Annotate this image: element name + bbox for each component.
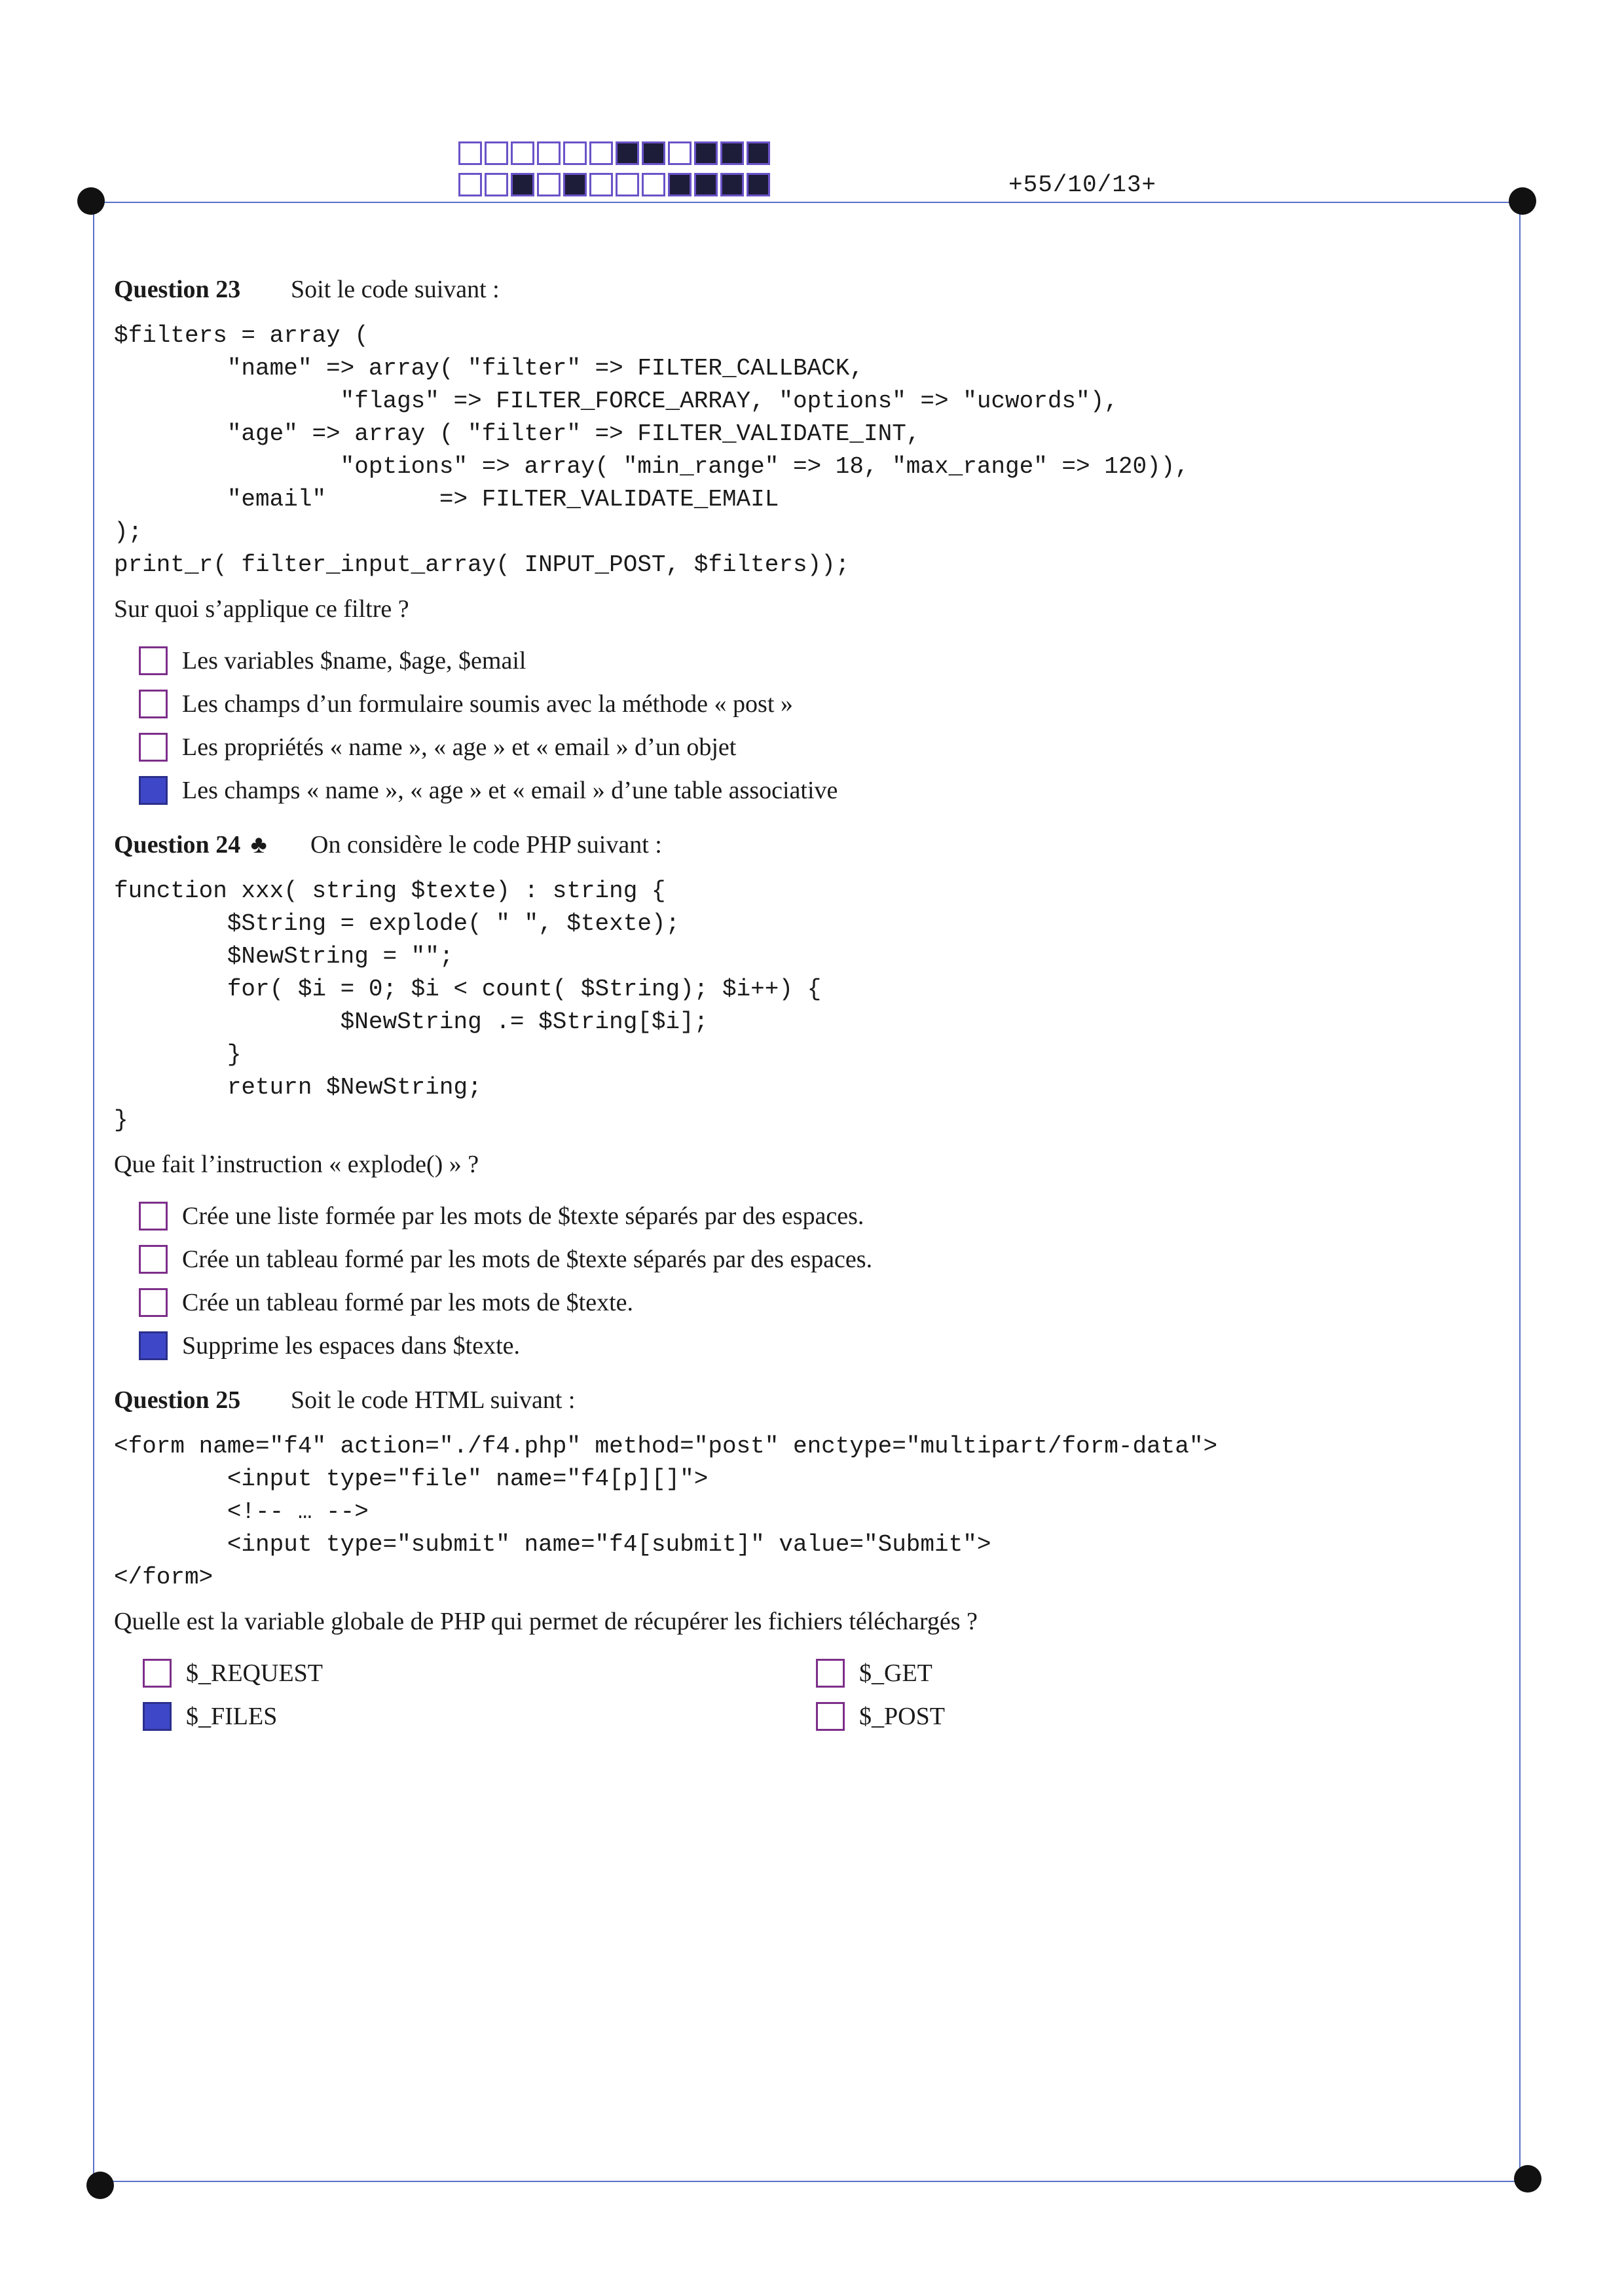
question-number: Question 23 [114, 276, 241, 303]
question-header [114, 830, 1489, 859]
code-cell [747, 173, 770, 196]
code-cell [720, 173, 744, 196]
code-block: <form name="f4" action="./f4.php" method="post" enctype="multipart/form-data"> <input type="file" name="f4[p][]"> <!-- … --> <input type="submit" name="f4[submit]" value="Submit"> </form> [114, 1433, 1218, 1591]
code-cell [720, 141, 744, 165]
answer-label: $_FILES [186, 1703, 278, 1730]
code-row-bottom [458, 173, 773, 198]
answer-option[interactable] [139, 1281, 1489, 1324]
checkbox[interactable] [143, 1659, 172, 1688]
page-code-boxes [458, 141, 773, 204]
code-block: $filters = array ( "name" => array( "filter" => FILTER_CALLBACK, "flags" => FILTER_FORCE_ARRAY, "options" => "ucwords"), "age" => array ( "filter" => FILTER_VALIDATE_INT, "options" => array( "min_range" => 18, "max_range" => 120)), "email" => FILTER_VALIDATE_EMAIL ); print_r( filter_input_array( INPUT_POST, $filters)); [114, 322, 1189, 578]
answer-label: Les champs d’un formulaire soumis avec la méthode « post » [182, 690, 793, 718]
checked-checkbox[interactable] [139, 776, 168, 805]
code-cell [694, 141, 718, 165]
answer-label: $_REQUEST [186, 1659, 323, 1687]
answer-option[interactable] [139, 1238, 1489, 1281]
checked-checkbox[interactable] [139, 1331, 168, 1360]
question-text: Sur quoi s’applique ce filtre ? [114, 595, 409, 623]
question-number [114, 830, 310, 859]
question-number: Question 25 [114, 1386, 241, 1414]
answer-list [139, 639, 1489, 812]
checked-checkbox[interactable] [143, 1702, 172, 1731]
checkbox[interactable] [816, 1659, 845, 1688]
code-cell [668, 141, 692, 165]
code-cell [537, 173, 561, 196]
answer-option[interactable] [816, 1695, 1489, 1738]
question-23 [114, 275, 1489, 812]
code-cell [589, 173, 613, 196]
question-text: Que fait l’instruction « explode() » ? [114, 1151, 479, 1178]
answer-label: Les variables $name, $age, $email [182, 647, 526, 675]
code-cell [511, 173, 534, 196]
code-cell [458, 173, 482, 196]
answer-option[interactable] [143, 1652, 816, 1695]
code-cell [694, 173, 718, 196]
code-cell [563, 173, 587, 196]
answer-label: Crée une liste formée par les mots de $texte séparés par des espaces. [182, 1202, 864, 1230]
question-intro: On considère le code PHP suivant : [310, 831, 662, 859]
question-number-label: Question 24 [114, 831, 241, 859]
code-cell [458, 141, 482, 165]
code-cell [642, 173, 665, 196]
answer-label: Crée un tableau formé par les mots de $texte séparés par des espaces. [182, 1246, 873, 1273]
answer-option[interactable] [139, 1194, 1489, 1238]
question-25 [114, 1386, 1489, 1738]
answer-option[interactable] [143, 1695, 816, 1738]
answer-label: $_GET [859, 1659, 932, 1687]
code-cell [589, 141, 613, 165]
answer-label: Crée un tableau formé par les mots de $texte. [182, 1289, 634, 1316]
question-text: Quelle est la variable globale de PHP qui permet de récupérer les fichiers téléchargés ? [114, 1608, 978, 1635]
question-intro: Soit le code HTML suivant : [291, 1386, 576, 1414]
answer-label: $_POST [859, 1703, 945, 1730]
answer-column-left [143, 1652, 816, 1738]
answer-option[interactable] [139, 639, 1489, 682]
checkbox[interactable] [139, 690, 168, 718]
code-cell [537, 141, 561, 165]
questions [114, 275, 1489, 1738]
answer-option[interactable] [816, 1652, 1489, 1695]
code-cell [616, 173, 639, 196]
question-header [114, 275, 1489, 304]
code-row-top [458, 141, 773, 166]
checkbox[interactable] [139, 1202, 168, 1231]
corner-mark-bottom-right [1514, 2165, 1541, 2193]
corner-mark-top-left [77, 187, 105, 215]
code-cell [668, 173, 692, 196]
club-icon: ♣ [250, 831, 267, 859]
answer-column-right [816, 1652, 1489, 1738]
question-intro: Soit le code suivant : [291, 276, 500, 303]
answer-option[interactable] [139, 726, 1489, 769]
checkbox[interactable] [816, 1702, 845, 1731]
code-cell [616, 141, 639, 165]
code-cell [747, 141, 770, 165]
corner-mark-top-right [1509, 187, 1536, 215]
answer-option[interactable] [139, 682, 1489, 726]
code-cell [485, 173, 508, 196]
code-block: function xxx( string $texte) : string { $String = explode( " ", $texte); $NewString = ""; for( $i = 0; $i < count( $String); $i++) { $NewString .= $String[$i]; } return $NewString; } [114, 878, 822, 1134]
answer-columns [143, 1652, 1489, 1738]
answer-option[interactable] [139, 1324, 1489, 1367]
checkbox[interactable] [139, 646, 168, 675]
code-cell [485, 141, 508, 165]
checkbox[interactable] [139, 1288, 168, 1317]
code-cell [563, 141, 587, 165]
code-cell [642, 141, 665, 165]
checkbox[interactable] [139, 733, 168, 762]
answer-label: Supprime les espaces dans $texte. [182, 1332, 521, 1360]
question-24 [114, 830, 1489, 1367]
checkbox[interactable] [139, 1245, 168, 1274]
answer-option[interactable] [139, 769, 1489, 812]
code-cell [511, 141, 534, 165]
answer-label: Les champs « name », « age » et « email » d’une table associative [182, 777, 838, 804]
question-header [114, 1386, 1489, 1415]
corner-mark-bottom-left [86, 2172, 114, 2199]
answer-list [139, 1194, 1489, 1367]
answer-label: Les propriétés « name », « age » et « email » d’un objet [182, 733, 737, 761]
page-identifier: +55/10/13+ [1008, 172, 1157, 198]
